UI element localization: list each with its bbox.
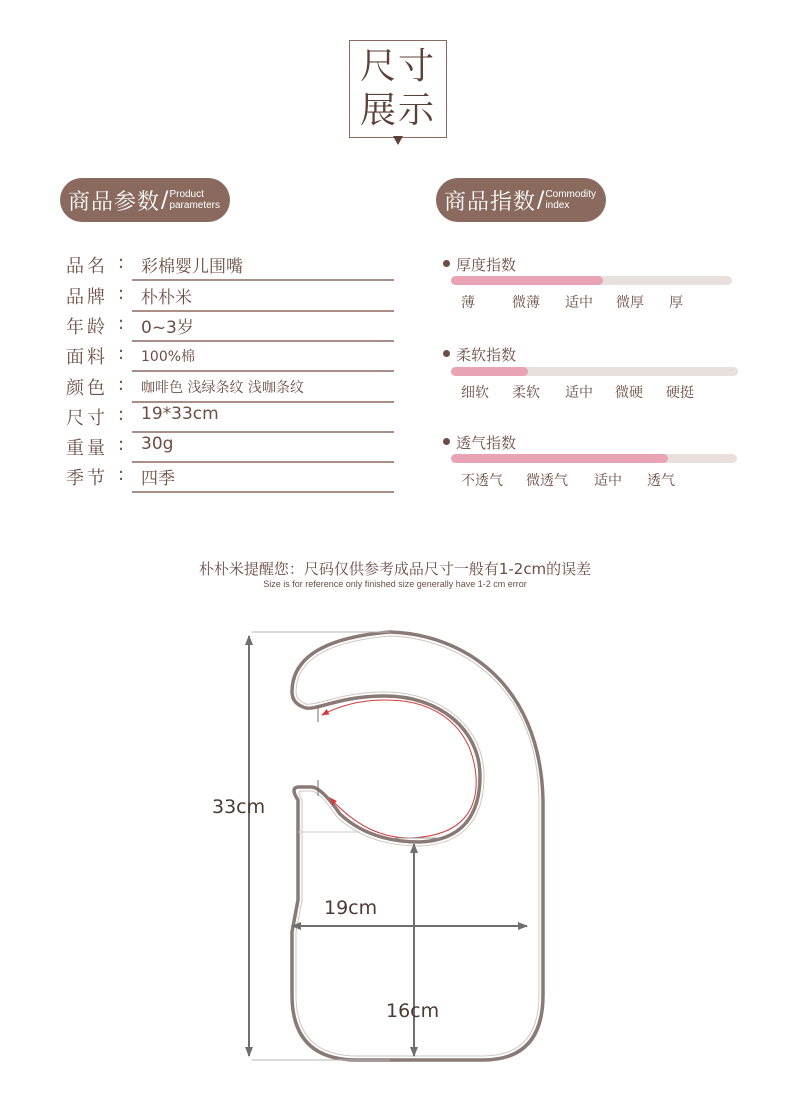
param-label: 年龄 — [66, 317, 108, 338]
param-divider — [132, 370, 394, 372]
softness-index-fill — [451, 367, 528, 376]
product-params-slash: / — [161, 187, 169, 213]
param-colon: : — [118, 252, 125, 273]
param-row — [66, 434, 394, 464]
softness-tick: 适中 — [565, 385, 593, 401]
size-notice-en: Size is for reference only finished size generally have 1-2 cm error — [263, 579, 527, 589]
param-label: 品牌 — [66, 287, 108, 308]
title-line-2: 展示 — [359, 90, 436, 131]
thickness-tick: 微厚 — [616, 295, 644, 311]
product-params-sub2: parameters — [169, 200, 221, 211]
softness-tick: 微硬 — [615, 385, 643, 401]
thickness-index-track — [451, 276, 732, 285]
breathability-tick: 适中 — [594, 473, 622, 489]
param-colon: : — [118, 464, 125, 485]
param-row — [66, 404, 394, 434]
thickness-tick: 薄 — [461, 295, 475, 311]
commodity-index-subtitle — [545, 189, 596, 211]
commodity-index-sub2: index — [545, 200, 570, 211]
softness-index-label: 柔软指数 — [456, 346, 517, 364]
param-value: 100%棉 — [141, 349, 196, 365]
product-params-sub1: Product — [169, 189, 204, 200]
param-label: 重量 — [66, 438, 108, 459]
param-divider — [132, 279, 394, 281]
softness-tick: 细软 — [461, 385, 489, 401]
product-params-label: 商品参数 — [68, 189, 161, 215]
param-label: 品名 — [66, 256, 108, 277]
thickness-index-fill — [451, 276, 603, 285]
title-triangle-icon — [393, 136, 403, 145]
param-colon: : — [118, 434, 125, 455]
breathability-index-fill — [451, 454, 668, 463]
param-divider — [132, 431, 394, 433]
bullet-dot-icon — [443, 260, 450, 267]
breathability-tick: 透气 — [647, 473, 675, 489]
softness-tick: 柔软 — [512, 385, 540, 401]
param-label: 颜色 — [66, 378, 108, 399]
param-value: 朴朴米 — [141, 288, 192, 308]
width-label: 19cm — [324, 897, 378, 919]
title-line-1: 尺寸 — [359, 46, 436, 87]
param-colon: : — [118, 283, 125, 304]
softness-tick: 硬挺 — [666, 385, 694, 401]
param-row — [66, 343, 394, 373]
param-row — [66, 374, 394, 404]
commodity-index-label: 商品指数 — [444, 189, 537, 215]
breathability-index-label: 透气指数 — [456, 434, 517, 452]
param-value: 0~3岁 — [141, 318, 194, 338]
param-colon: : — [118, 404, 125, 425]
commodity-index-slash: / — [537, 187, 545, 213]
param-divider — [132, 461, 394, 463]
breathability-tick: 微透气 — [526, 473, 568, 489]
size-notice: 朴朴米提醒您：尺码仅供参考成品尺寸一般有1-2cm的误差 — [198, 560, 592, 578]
commodity-index-badge — [436, 178, 606, 222]
param-value: 四季 — [141, 469, 175, 489]
param-row — [66, 252, 394, 282]
bullet-dot-icon — [443, 350, 450, 357]
param-row — [66, 464, 394, 494]
commodity-index-sub1: Commodity — [545, 189, 597, 200]
thickness-index-label: 厚度指数 — [456, 256, 517, 274]
param-divider — [132, 310, 394, 312]
param-label: 面料 — [66, 347, 108, 368]
product-params-badge — [60, 178, 230, 222]
breathability-index-track — [451, 454, 737, 463]
product-params-subtitle — [169, 189, 220, 211]
param-label: 尺寸 — [66, 408, 108, 429]
param-divider — [132, 491, 394, 493]
breathability-tick: 不透气 — [461, 473, 503, 489]
height-label: 33cm — [212, 796, 266, 818]
param-divider — [132, 340, 394, 342]
softness-index-track — [451, 367, 738, 376]
thickness-tick: 微薄 — [512, 295, 540, 311]
depth-label: 16cm — [386, 1000, 440, 1022]
param-divider — [132, 401, 394, 403]
param-colon: : — [118, 343, 125, 364]
param-value: 彩棉婴儿围嘴 — [141, 257, 243, 277]
param-row — [66, 313, 394, 343]
param-value: 咖啡色 浅绿条纹 浅咖条纹 — [141, 380, 304, 396]
param-row — [66, 283, 394, 313]
param-value: 30g — [141, 434, 174, 454]
param-value: 19*33cm — [141, 404, 219, 424]
thickness-tick: 适中 — [565, 295, 593, 311]
param-colon: : — [118, 313, 125, 334]
param-label: 季节 — [66, 468, 108, 489]
bullet-dot-icon — [443, 438, 450, 445]
title-box — [349, 40, 447, 138]
param-colon: : — [118, 374, 125, 395]
thickness-tick: 厚 — [669, 295, 683, 311]
